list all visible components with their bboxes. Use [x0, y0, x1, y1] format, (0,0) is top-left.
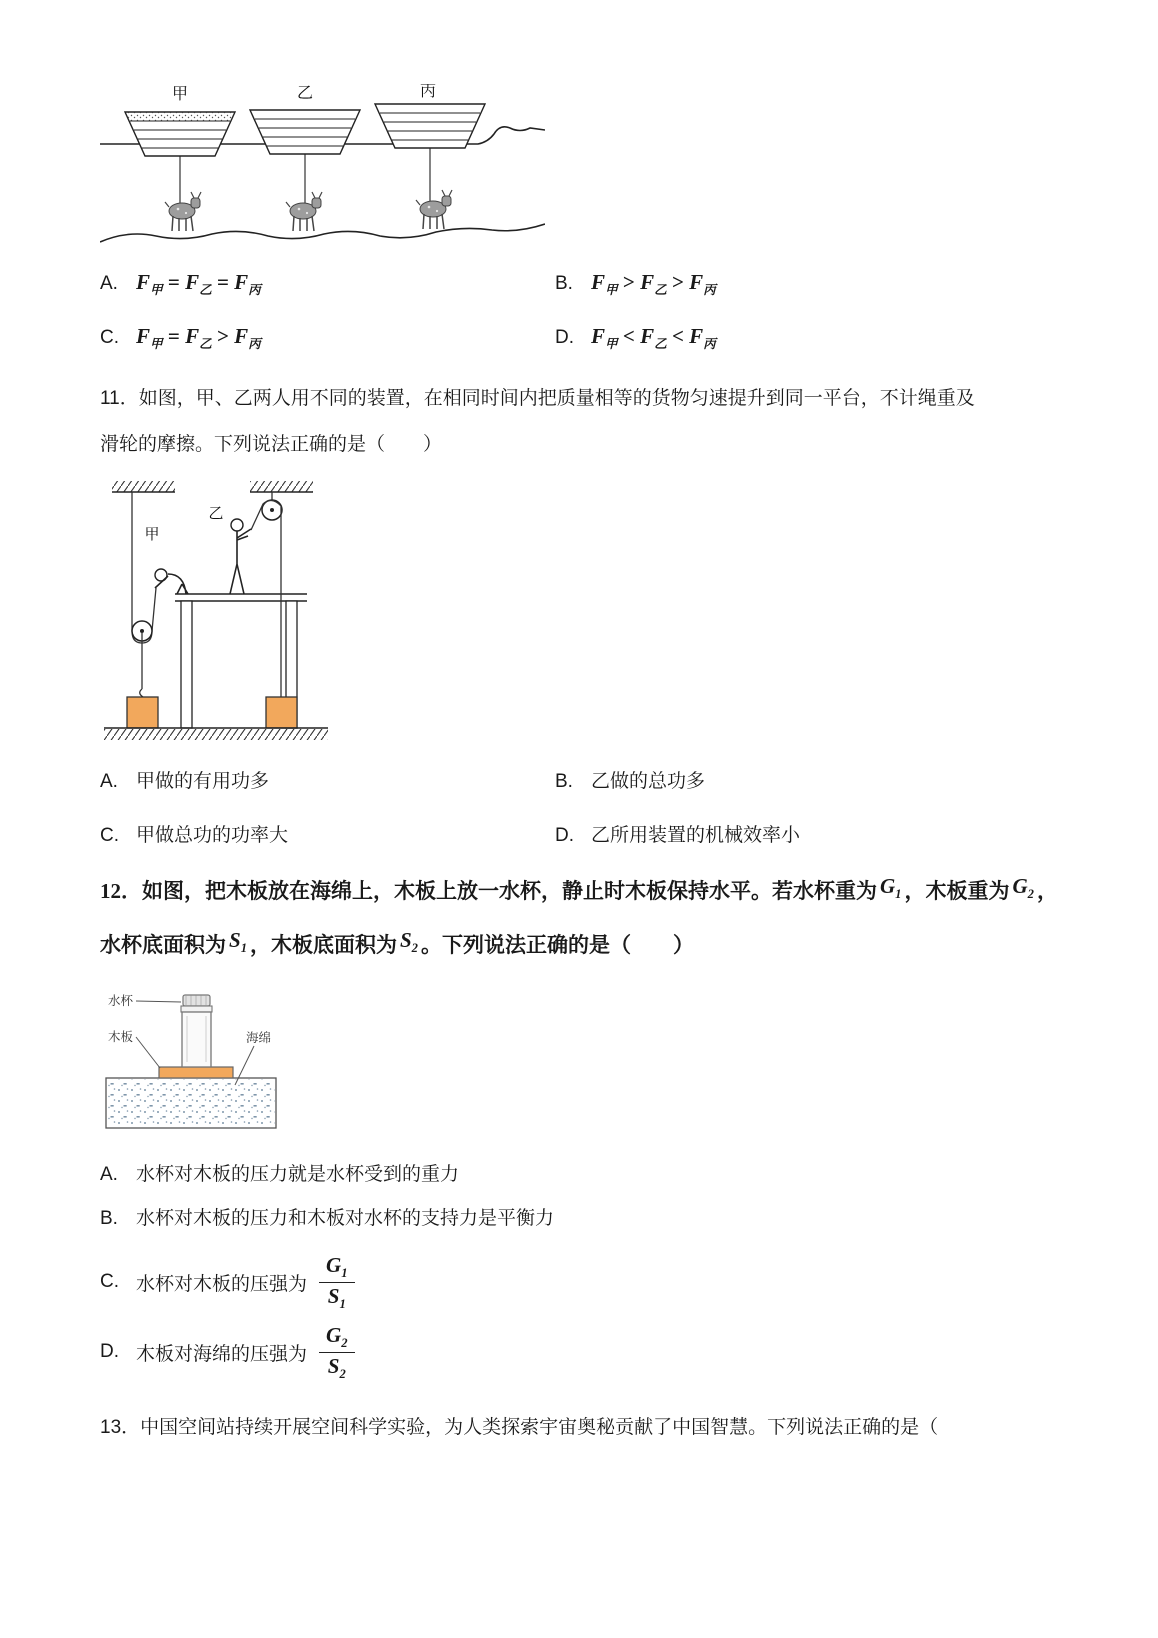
question-12-line1: 12．如图，把木板放在海绵上，木板上放一水杯，静止时木板保持水平。若水杯重为 $G_1$ ，木板重为 $G_2$ ， [100, 874, 1058, 903]
ceiling-mount-right [250, 481, 313, 492]
cup-board-sponge-figure [104, 988, 289, 1133]
option-text: 甲做的有用功多 [136, 771, 270, 792]
fraction-g1-s1 [317, 1253, 356, 1311]
fraction-g2-s2 [317, 1323, 356, 1381]
boat-label-jia: 甲 [171, 86, 189, 103]
weight-block-right [266, 697, 297, 728]
q12-option-c [100, 1247, 1062, 1317]
q10-option-c [100, 324, 555, 362]
question-12-line2: 水杯底面积为 $S_1$ ，木板底面积为 $S_2$ 。下列说法正确的是（ ） [100, 928, 694, 958]
cup-label: 水杯 [108, 994, 134, 1009]
fraction-numerator: $G_2$ [326, 1323, 348, 1351]
option-text: 水杯对木板的压力和木板对水杯的支持力是平衡力 [136, 1208, 555, 1230]
boat-yi [250, 110, 360, 154]
option-text: 甲做总功的功率大 [136, 825, 289, 846]
pulley-figure [100, 476, 335, 746]
q10-option-d [555, 324, 1062, 362]
person-yi [230, 519, 251, 594]
q11-option-b [555, 766, 1062, 804]
q10-option-a [100, 270, 555, 308]
option-label: D. [555, 327, 574, 348]
river-bed-line [100, 224, 545, 242]
goat-jia [165, 192, 201, 231]
q10-options [100, 270, 1062, 362]
q11-option-d [555, 820, 1062, 858]
hook [140, 632, 143, 697]
q12-option-a [100, 1159, 1062, 1203]
option-label: A. [100, 771, 118, 792]
option-formula: $F_甲 > F_乙 > F_丙$ [591, 270, 716, 298]
q11-options [100, 766, 1062, 858]
question-11-line2: 滑轮的摩擦。下列说法正确的是（ ） [100, 434, 443, 455]
option-label: A. [100, 1164, 118, 1186]
boat-bing [375, 104, 485, 148]
board-label: 木板 [108, 1030, 134, 1045]
cup-leader-line [136, 1001, 181, 1002]
goat-yi [286, 192, 322, 231]
ceiling-mount-left [112, 481, 175, 492]
q11-option-c [100, 820, 555, 858]
option-label: B. [100, 1208, 118, 1230]
option-label: C. [100, 327, 119, 348]
option-label: C. [100, 825, 119, 846]
boat-jia [125, 112, 235, 156]
option-text: 水杯对木板的压强为 [136, 1273, 308, 1295]
option-formula: $F_甲 = F_乙 > F_丙$ [136, 324, 261, 352]
question-13-text: 13．中国空间站持续开展空间科学实验，为人类探索宇宙奥秘贡献了中国智慧。下列说法正确的是（ [100, 1417, 939, 1439]
question-12-text [100, 868, 1062, 976]
option-label: D. [100, 1341, 119, 1363]
person-jia [155, 569, 188, 594]
board-leader-line [136, 1037, 160, 1068]
option-text: 乙做的总功多 [591, 771, 706, 792]
question-11-line1: 11．如图，甲、乙两人用不同的装置，在相同时间内把质量相等的货物匀速提升到同一平台，不计绳重及 [100, 388, 975, 409]
pulley-label-jia: 甲 [144, 526, 160, 543]
fraction-numerator: $G_1$ [326, 1253, 348, 1281]
fraction-denominator: $S_2$ [319, 1352, 355, 1382]
sponge [106, 1078, 276, 1128]
option-label: B. [555, 273, 573, 294]
pulley-label-yi: 乙 [208, 505, 224, 522]
q11-option-a [100, 766, 555, 804]
option-label: A. [100, 273, 118, 294]
option-text: 水杯对木板的压力就是水杯受到的重力 [136, 1164, 460, 1186]
option-formula: $F_甲 < F_乙 < F_丙$ [591, 324, 716, 352]
ground [104, 728, 328, 740]
water-cup [181, 995, 212, 1067]
option-formula: $F_甲 = F_乙 = F_丙$ [136, 270, 261, 298]
fraction-denominator: $S_1$ [319, 1282, 355, 1312]
option-text: 乙所用装置的机械效率小 [591, 825, 801, 846]
option-label: B. [555, 771, 573, 792]
option-label: C. [100, 1271, 119, 1293]
weight-block-left [127, 697, 158, 728]
q12-options [100, 1159, 1062, 1387]
q12-option-b [100, 1203, 1062, 1247]
question-11-text [100, 376, 1062, 468]
floating-boats-figure [100, 84, 545, 254]
wooden-board [159, 1067, 233, 1078]
goat-bing [416, 190, 452, 229]
q10-option-b [555, 270, 1062, 308]
sponge-label: 海绵 [246, 1031, 272, 1046]
boat-label-bing: 丙 [419, 84, 437, 100]
q12-option-d [100, 1317, 1062, 1387]
option-text: 木板对海绵的压强为 [136, 1343, 308, 1365]
boat-label-yi: 乙 [296, 85, 314, 102]
option-label: D. [555, 825, 574, 846]
